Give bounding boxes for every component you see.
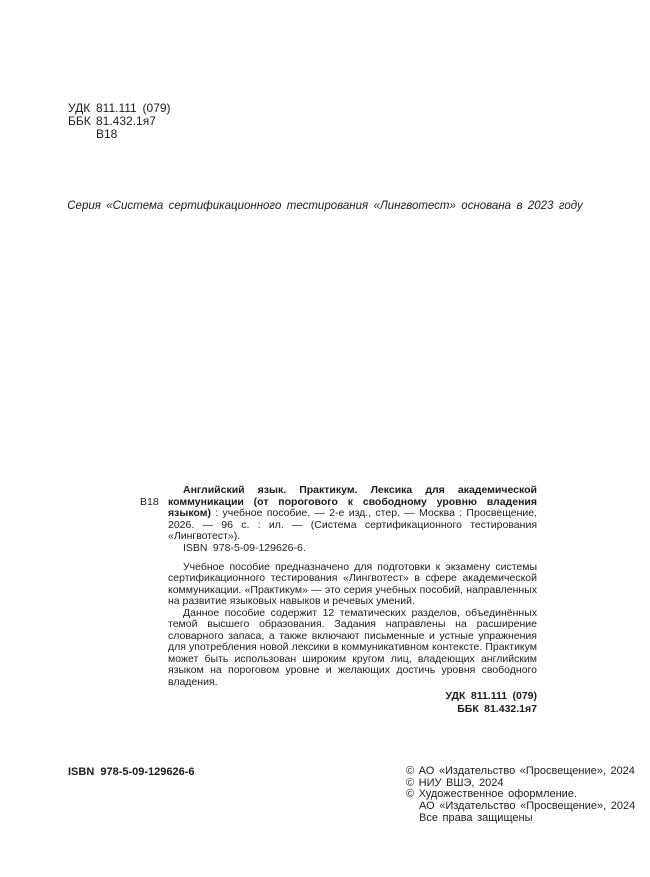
copyright-line: © АО «Издательство «Просвещение», 2024 bbox=[406, 765, 635, 777]
isbn-line: ISBN 978-5-09-129626-6. bbox=[183, 541, 306, 554]
imprint-text: : учебное пособие. — 2-е изд., стер. — Москва : Просвещение, 2026. — 96 с. : ил. — (Система сертификационного тестирования «Лингвотест»). bbox=[168, 507, 537, 543]
bbk-bottom: ББК 81.432.1я7 bbox=[457, 703, 537, 716]
udk-top-block bbox=[68, 102, 171, 141]
author-sign-top: В18 bbox=[96, 126, 118, 141]
udk-bottom-block bbox=[168, 690, 537, 716]
catalog-card-body bbox=[168, 485, 537, 716]
udk-label: УДК bbox=[68, 101, 91, 115]
author-sign-spacer bbox=[68, 128, 96, 141]
annotation-paragraph: Учебное пособие предназначено для подготовки к экзамену системы сертификационного тестирования «Лингвотест» в сфере академической коммуникации. «Практикум» — это серия учебных пособий, направленных на развитие языковых навыков и речевых умений. bbox=[168, 560, 537, 608]
udk-bottom: УДК 811.111 (079) bbox=[445, 690, 537, 703]
author-sign: В18 bbox=[140, 495, 159, 508]
udk-value: 811.111 (079) bbox=[96, 101, 171, 115]
udk-row bbox=[68, 102, 171, 115]
bibliographic-entry bbox=[168, 485, 537, 543]
book-title: Английский язык. Практикум. Лексика для академической коммуникации (от порогового к свободному уровню владения языком) bbox=[168, 484, 537, 520]
bbk-value: 81.432.1я7 bbox=[96, 113, 156, 128]
catalog-card bbox=[140, 485, 537, 716]
copyright-line: АО «Издательство «Просвещение», 2024 bbox=[419, 800, 636, 813]
copyright-line: © НИУ ВШЭ, 2024 bbox=[406, 776, 504, 789]
author-sign-row bbox=[68, 128, 171, 141]
annotation-paragraph: Данное пособие содержит 12 тематических разделов, объединённых темой высшего образования. Задания направлены на расширение словарного запаса, а также включают письменные и устные упражнения для употребления новой лексики в коммуникативном контексте. Практикум может быть использован широким кругом лиц, владеющих английским языком на пороговом уровне и желающих достичь уровня свободного владения. bbox=[168, 606, 537, 688]
series-note: Серия «Система сертификационного тестирования «Лингвотест» основана в 2023 году bbox=[67, 200, 583, 212]
copyright-block bbox=[406, 766, 635, 825]
copyright-line: © Художественное оформление. bbox=[406, 788, 577, 801]
bbk-row bbox=[68, 115, 171, 128]
annotation bbox=[168, 562, 537, 689]
bbk-label: ББК bbox=[68, 113, 91, 128]
copyright-line: Все права защищены bbox=[419, 811, 533, 824]
footer-isbn: ISBN 978-5-09-129626-6 bbox=[68, 766, 195, 778]
